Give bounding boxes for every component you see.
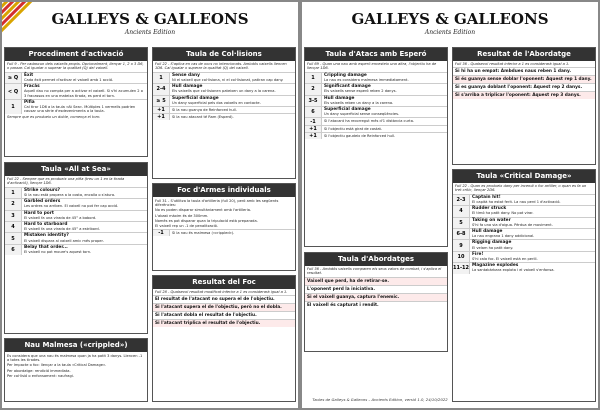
table-row: 4 Hard to starboard El vaixell fa una virada de 45° a estribord.: [5, 221, 147, 232]
table-row: 4 Rudder struck El timó ha patit dany. No pot virar.: [453, 205, 595, 216]
table-row: 5 Taking on water S'hi fa una via d'aigua. Pèrdua de moviment.: [453, 217, 595, 228]
table-row: 2 Significant damage Els vaixells sense esperó reben 2 danys.: [305, 83, 447, 94]
table-row: 6 Belay that order... El vaixell no pot moure's aquest torn.: [5, 244, 147, 255]
footer-credit: Taules de Galleys & Galleons – Ancients Edition, versió 1.0, 24/10/2022: [312, 397, 448, 402]
table-row: 5 Mistaken identity? El vaixell dispara al vaixell amic més proper.: [5, 232, 147, 243]
table-row: < Q Fracàs Aquell dau no compta per a activar el vaixell. Si s'hi acumulen 2 o 3 fracassos en una mateixa tirada, es perd el torn.: [5, 83, 147, 99]
table-row: ≥ 5 Superficial damage Un dany superficial pels dos vaixells en contacte.: [153, 95, 295, 106]
procedure-table: [4, 47, 148, 157]
table-row: 3-5 Hull damage Els vaixells reben un dany a la carena.: [305, 95, 447, 106]
table-row: 2-3 Captain hit! El capità ha estat ferit. La nau perd 1 d'activació.: [453, 194, 595, 205]
table-row: 2 Garbled orders Les ordres no arriben. El vaixell no pot fer cap acció.: [5, 198, 147, 209]
modifier-row: +1 Si l'objectiu gaudeix de Reinforced hull.: [305, 132, 447, 139]
procedure-end: Sempre que es produeix un doble, comença el torn.: [7, 115, 101, 120]
procedure-title: Procediment d'activació: [5, 48, 147, 61]
foc-table: Foc d'Armes individuals Full 31 - S'utilitza la taula d'artilleria (full 20), però amb les següents diferències: No es poden disparar simultàniament amb l'artilleria. L'abast màxim és de 300mm. Només es pot disparar quan la tripulació està preparada. El vaixell rep un -1 de penalització. -1 Si la nau és malmesa («crippled»).: [152, 183, 296, 271]
resultabord-table: Resultat de l'Abordatge Full 36 - Qualsevol resultat inferior a 1 es considerarà igual a 1. Si hi ha un empat: Ambdues naus reben 1 dany. Si és guanya sense doblar l'oponent: Aquest rep 1 dany. Si es guanya doblant l'oponent: Aquest rep 2 danys. Si s'arriba a triplicar l'oponent: Aquest rep 3 danys.: [452, 47, 596, 165]
table-row: 3 Hard to port El vaixell fa una virada de 45° a babord.: [5, 210, 147, 221]
table-row: 2-4 Hull damage Els vaixells que col·lisionen pateixen un dany a la carena.: [153, 83, 295, 94]
ram-table: Taula d'Atacs amb Esperó Full 69 - Quan una nau amb esperó envesteix una altra, l'objectiu ha de llençar 1D6. 1 Crippling damage La nau es considera malmesa immediatament. 2 Significant damage Els vaixells sense esperó reben 2 danys. 3-5 Hull damage Els vaixells reben un dany a la carena. 6 Superficial damage Un dany superficial sense conseqüències. -1 Si l'atacant ha recorregut més d'1 distància curta. +1 Si l'objectiu està girat de costat. +1 Si l'objectiu gaudeix de Reinforced hull.: [304, 47, 448, 247]
modifier-row: +1 Si la nau atacant té Ram (Esperó).: [153, 113, 295, 120]
procedure-note: Full 9 - Per cadascun dels vaixells propis. Opcionalment, llençar 1, 2 o 3 D6, o passar. Cal igualar o superar la qualitat (Q) del vaixell.: [7, 62, 144, 71]
table-row: 1 Strike colours? Si la nau està propera a la costa, encalla o s'atura.: [5, 187, 147, 198]
page-title: GALLEYS & GALLEONS: [351, 10, 549, 28]
atsea-table: Taula «All at Sea» Full 22 - Sempre que es produeix una pifia (treu un 1 en la tirada d'activació), llençar 1D6. 1 Strike colours? Si la nau està propera a la costa, encalla o s'atura. 2 Garbled orders Les ordres no arriben. El vaixell no pot fer cap acció. 3 Hard to port El vaixell fa una virada de 45° a babord. 4 Hard to starboard El vaixell fa una virada de 45° a estribord. 5 Mistaken identity? El vaixell dispara al vaixell amic més proper. 6 Belay that order... El vaixell no pot moure's aquest torn.: [4, 162, 148, 334]
table-row: 1 Crippling damage La nau es considera malmesa immediatament.: [305, 72, 447, 83]
collisions-table: Taula de Col·lisions Full 22 - S'aplica en cas de xocs no intencionats. Ambdós vaixells llencen 1D6. Cal igualar o superar la qualitat (Q) del vaixell. 1 Sense dany Ni el vaixell que col·lisiona, ni el col·lisionat, patiran cap dany. 2-4 Hull damage Els vaixells que col·lisionen pateixen un dany a la carena. ≥ 5 Superficial damage Un dany superficial pels dos vaixells en contacte. +1 Si la nau guanya de Reinforced hull. +1 Si la nau atacant té Ram (Esperó).: [152, 47, 296, 179]
page-title: GALLEYS & GALLEONS: [51, 10, 249, 28]
table-row: 11-12 Magazine explodes La santabàrbara explota i el vaixell s'enfonsa.: [453, 262, 595, 273]
abordatges-table: Taula d'Abordatges Full 36 - Ambdós vaixells comparen els seus valors de combat, i s'aplica el resultat. Vaixell que perd, ha de retirar-se. L'oponent perd la iniciativa. Si el vaixell guanya, captura l'enemic. El vaixell és capturat i rendit.: [304, 252, 448, 352]
collisions-title: Taula de Col·lisions: [153, 48, 295, 61]
table-row: 1 Pifia Cal tirar 1D6 a la taula «At Sea». Múltiples 1 vermells podrien causar una sèrie d'esdeveniments a la taula.: [5, 99, 147, 115]
table-row: 9 Rigging damage El velam ha patit dany.: [453, 239, 595, 250]
page-right: [302, 2, 598, 408]
table-row: 1 Sense dany Ni el vaixell que col·lisiona, ni el col·lisionat, patiran cap dany.: [153, 72, 295, 83]
critical-table: Taula «Critical Damage» Full 22 - Quan es produeix dany per incendi o foc artiller, o quan es fa un tret crític, llençar 2D6. 2-3 Captain hit! El capità ha estat ferit. La nau perd 1 d'activació. 4 Rudder struck El timó ha patit dany. No pot virar. 5 Taking on water S'hi fa una via d'aigua. Pèrdua de moviment. 6-8 Hull damage La nau engrana 1 dany addicional. 9 Rigging damage El velam ha patit dany. 10 Fire! S'hi cala foc. El vaixell està en perill. 11-12 Magazine explodes La santabàrbara explota i el vaixell s'enfonsa.: [452, 169, 596, 402]
resultfoc-table: Resultat del Foc Full 28 - Qualsevol resultat modificat inferior a 1 es considerarà igual a 1. El resultat de l'atacant no supera el de l'objectiu. Si l'atacant supera el de l'objectiu, però no el dobla. Si l'atacant dobla el resultat de l'objectiu. Si l'atacant triplica el resultat de l'objectiu.: [152, 275, 296, 402]
table-row: 6 Superficial damage Un dany superficial sense conseqüències.: [305, 106, 447, 117]
page-subtitle: Ancients Edition: [124, 29, 176, 36]
modifier-row: +1 Si l'objectiu està girat de costat.: [305, 125, 447, 132]
page-left: [2, 2, 298, 408]
table-row: 10 Fire! S'hi cala foc. El vaixell està en perill.: [453, 251, 595, 262]
page-subtitle: Ancients Edition: [424, 29, 476, 36]
crippled-table: Nau Malmesa («crippled») Es considera que una nau és malmesa quan ja ha patit 3 danys. Llencen -1 a totes les tirades. Per Impacte o foc: llençar a la taula «Critical Damage». Per abordatge: rendició immediata. Per col·lisió o enfonsament: naufragi.: [4, 338, 148, 402]
table-row: ≥ Q Èxit Cada èxit permet d'activar el vaixell amb 1 acció.: [5, 72, 147, 83]
modifier-row: -1 Si l'atacant ha recorregut més d'1 distància curta.: [305, 117, 447, 124]
modifier-row: -1 Si la nau és malmesa («crippled»).: [153, 229, 295, 236]
table-row: 6-8 Hull damage La nau engrana 1 dany addicional.: [453, 228, 595, 239]
modifier-row: +1 Si la nau guanya de Reinforced hull.: [153, 106, 295, 113]
